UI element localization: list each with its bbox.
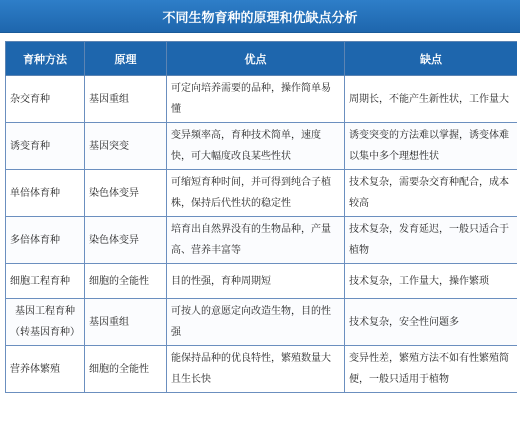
disadvantages-cell: 周期长，不能产生新性状，工作量大: [345, 76, 518, 123]
principle-cell: 细胞的全能性: [85, 346, 167, 393]
method-cell: 杂交育种: [6, 76, 85, 123]
header-disadvantages: 缺点: [345, 42, 518, 76]
method-cell: 营养体繁殖: [6, 346, 85, 393]
header-advantages: 优点: [167, 42, 345, 76]
method-cell: 单倍体育种: [6, 170, 85, 217]
method-cell: 多倍体育种: [6, 217, 85, 264]
advantages-cell: 能保持品种的优良特性，繁殖数量大且生长快: [167, 346, 345, 393]
advantages-cell: 变异频率高，育种技术简单，速度快，可大幅度改良某些性状: [167, 123, 345, 170]
disadvantages-cell: 变异性差，繁殖方法不如有性繁殖简便，一般只适用于植物: [345, 346, 518, 393]
table-row: [6, 170, 518, 217]
method-cell: 基因工程育种（转基因育种）: [6, 299, 85, 346]
table-row: [6, 217, 518, 264]
principle-cell: 染色体变异: [85, 170, 167, 217]
principle-cell: 染色体变异: [85, 217, 167, 264]
disadvantages-cell: 技术复杂，工作量大，操作繁琐: [345, 264, 518, 299]
table-row: [6, 264, 518, 299]
disadvantages-cell: 技术复杂，发育延迟，一般只适合于植物: [345, 217, 518, 264]
disadvantages-cell: 技术复杂，需要杂交育种配合，成本较高: [345, 170, 518, 217]
header-method: 育种方法: [6, 42, 85, 76]
principle-cell: 基因突变: [85, 123, 167, 170]
principle-cell: 细胞的全能性: [85, 264, 167, 299]
advantages-cell: 可按人的意愿定向改造生物，目的性强: [167, 299, 345, 346]
method-cell: 诱变育种: [6, 123, 85, 170]
table-row: [6, 76, 518, 123]
page-title: 不同生物育种的原理和优缺点分析: [0, 0, 520, 33]
advantages-cell: 可定向培养需要的品种，操作简单易懂: [167, 76, 345, 123]
table-header-row: [6, 42, 518, 76]
principle-cell: 基因重组: [85, 299, 167, 346]
principle-cell: 基因重组: [85, 76, 167, 123]
comparison-table-container: [5, 41, 517, 442]
disadvantages-cell: 技术复杂，安全性问题多: [345, 299, 518, 346]
header-principle: 原理: [85, 42, 167, 76]
advantages-cell: 目的性强，育种周期短: [167, 264, 345, 299]
method-cell: 细胞工程育种: [6, 264, 85, 299]
advantages-cell: 培育出自然界没有的生物品种，产量高、营养丰富等: [167, 217, 345, 264]
table-row: [6, 346, 518, 393]
table-row: [6, 299, 518, 346]
table-row: [6, 123, 518, 170]
disadvantages-cell: 诱变突变的方法难以掌握，诱变体难以集中多个理想性状: [345, 123, 518, 170]
breeding-comparison-table: [5, 41, 517, 393]
advantages-cell: 可缩短育种时间，并可得到纯合子植株，保持后代性状的稳定性: [167, 170, 345, 217]
